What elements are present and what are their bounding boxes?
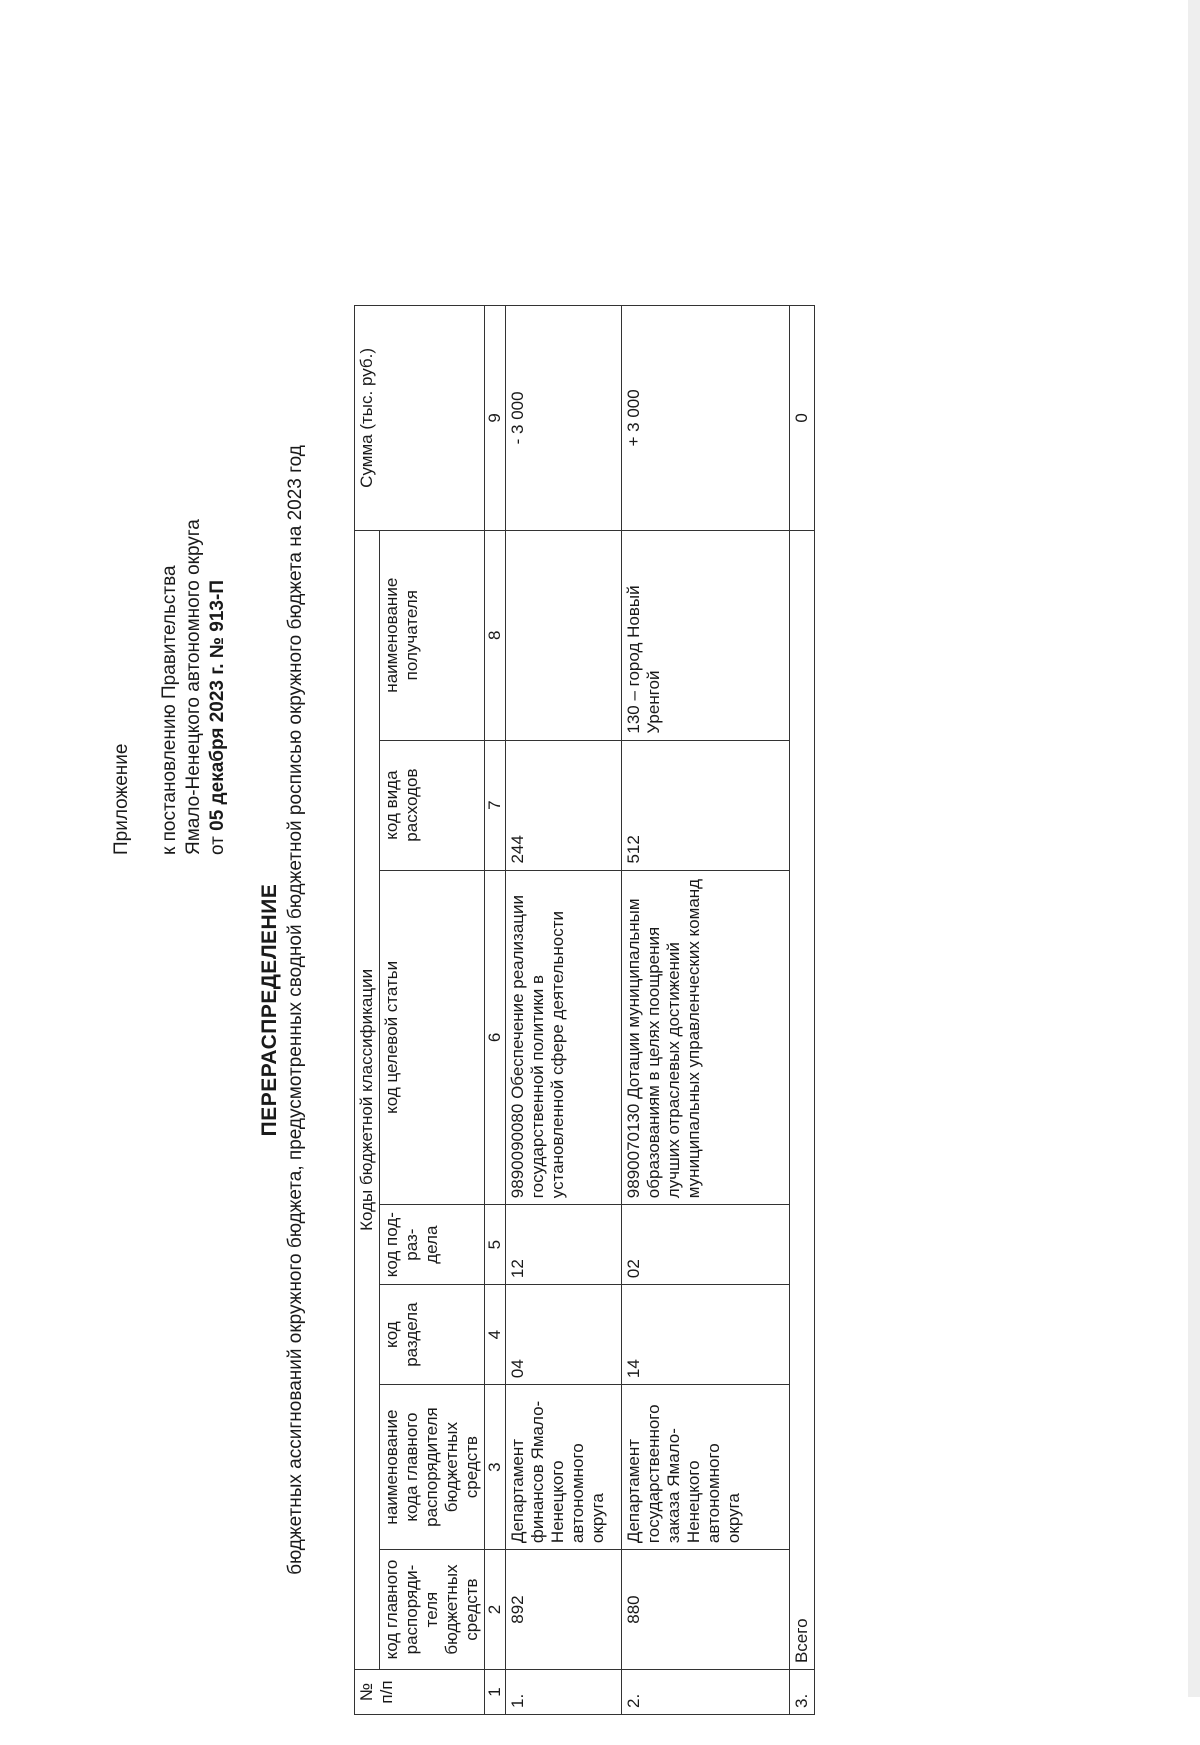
column-number: 8: [485, 530, 506, 740]
column-number-row: [485, 306, 506, 1715]
appendix-label: Приложение: [111, 743, 132, 855]
column-number: 2: [485, 1550, 506, 1670]
total-sum: 0: [790, 306, 815, 531]
row-target: 9890090080 Обеспечение реализации государственной политики в установленной сфере деятельности: [506, 870, 622, 1205]
header-expense: код вида расходов: [380, 740, 485, 870]
header-gr-code: код главного распоряди-теля бюджетных средств: [380, 1550, 485, 1670]
document-subtitle: бюджетных ассигнований окружного бюджета, предусмотренных сводной бюджетной росписью окружного бюджета на 2023 год: [285, 445, 306, 1575]
column-number: 4: [485, 1285, 506, 1385]
header-subsection: код под-раз-дела: [380, 1205, 485, 1285]
row-num: 2.: [622, 1670, 790, 1715]
total-num: 3.: [790, 1670, 815, 1715]
row-subsection: 12: [506, 1205, 622, 1285]
appendix-date-line: [206, 425, 230, 855]
column-number: 5: [485, 1205, 506, 1285]
redistribution-table: [354, 305, 815, 1715]
column-number: 7: [485, 740, 506, 870]
row-gr-name: Департамент государственного заказа Ямало-Ненецкого автономного округа: [622, 1385, 790, 1550]
rotated-document: [110, 275, 811, 1745]
appendix-line-2: Ямало-Ненецкого автономного округа: [183, 519, 204, 855]
row-sum: - 3 000: [506, 306, 622, 531]
row-section: 04: [506, 1285, 622, 1385]
header-section: код раздела: [380, 1285, 485, 1385]
header-gr-name: наименование кода главного распорядителя бюджетных средств: [380, 1385, 485, 1550]
row-gr-name: Департамент финансов Ямало-Ненецкого автономного округа: [506, 1385, 622, 1550]
row-target: 9890070130 Дотации муниципальным образованиям в целях поощрения лучших отраслевых достижений муниципальных управленческих команд: [622, 870, 790, 1205]
row-expense: 244: [506, 740, 622, 870]
column-number: 6: [485, 870, 506, 1205]
row-num: 1.: [506, 1670, 622, 1715]
row-gr-code: 880: [622, 1550, 790, 1670]
appendix-block: [110, 425, 230, 855]
row-recipient: 130 – город Новый Уренгой: [622, 530, 790, 740]
total-row: [790, 306, 815, 1715]
total-label: Всего: [790, 530, 815, 1669]
column-number: 1: [485, 1670, 506, 1715]
row-recipient: [506, 530, 622, 740]
appendix-date-prefix: от: [207, 836, 228, 855]
scan-edge: [1188, 0, 1200, 1697]
column-number: 3: [485, 1385, 506, 1550]
row-section: 14: [622, 1285, 790, 1385]
row-subsection: 02: [622, 1205, 790, 1285]
header-recipient: наименование получателя: [380, 530, 485, 740]
header-row-1: [355, 306, 380, 1715]
header-target: код целевой статьи: [380, 870, 485, 1205]
column-number: 9: [485, 306, 506, 531]
appendix-line-1: к постановлению Правительства: [159, 565, 180, 855]
header-kbk-group: Коды бюджетной классификации: [355, 530, 380, 1669]
row-expense: 512: [622, 740, 790, 870]
row-gr-code: 892: [506, 1550, 622, 1670]
header-sum: Сумма (тыс. руб.): [355, 306, 485, 531]
document-title: ПЕРЕРАСПРЕДЕЛЕНИЕ: [258, 883, 281, 1137]
header-num: № п/п: [355, 1670, 485, 1715]
appendix-date-value: 05 декабря 2023 г. № 913-П: [207, 580, 228, 831]
row-sum: + 3 000: [622, 306, 790, 531]
table-row: [506, 306, 622, 1715]
table-row: [622, 306, 790, 1715]
